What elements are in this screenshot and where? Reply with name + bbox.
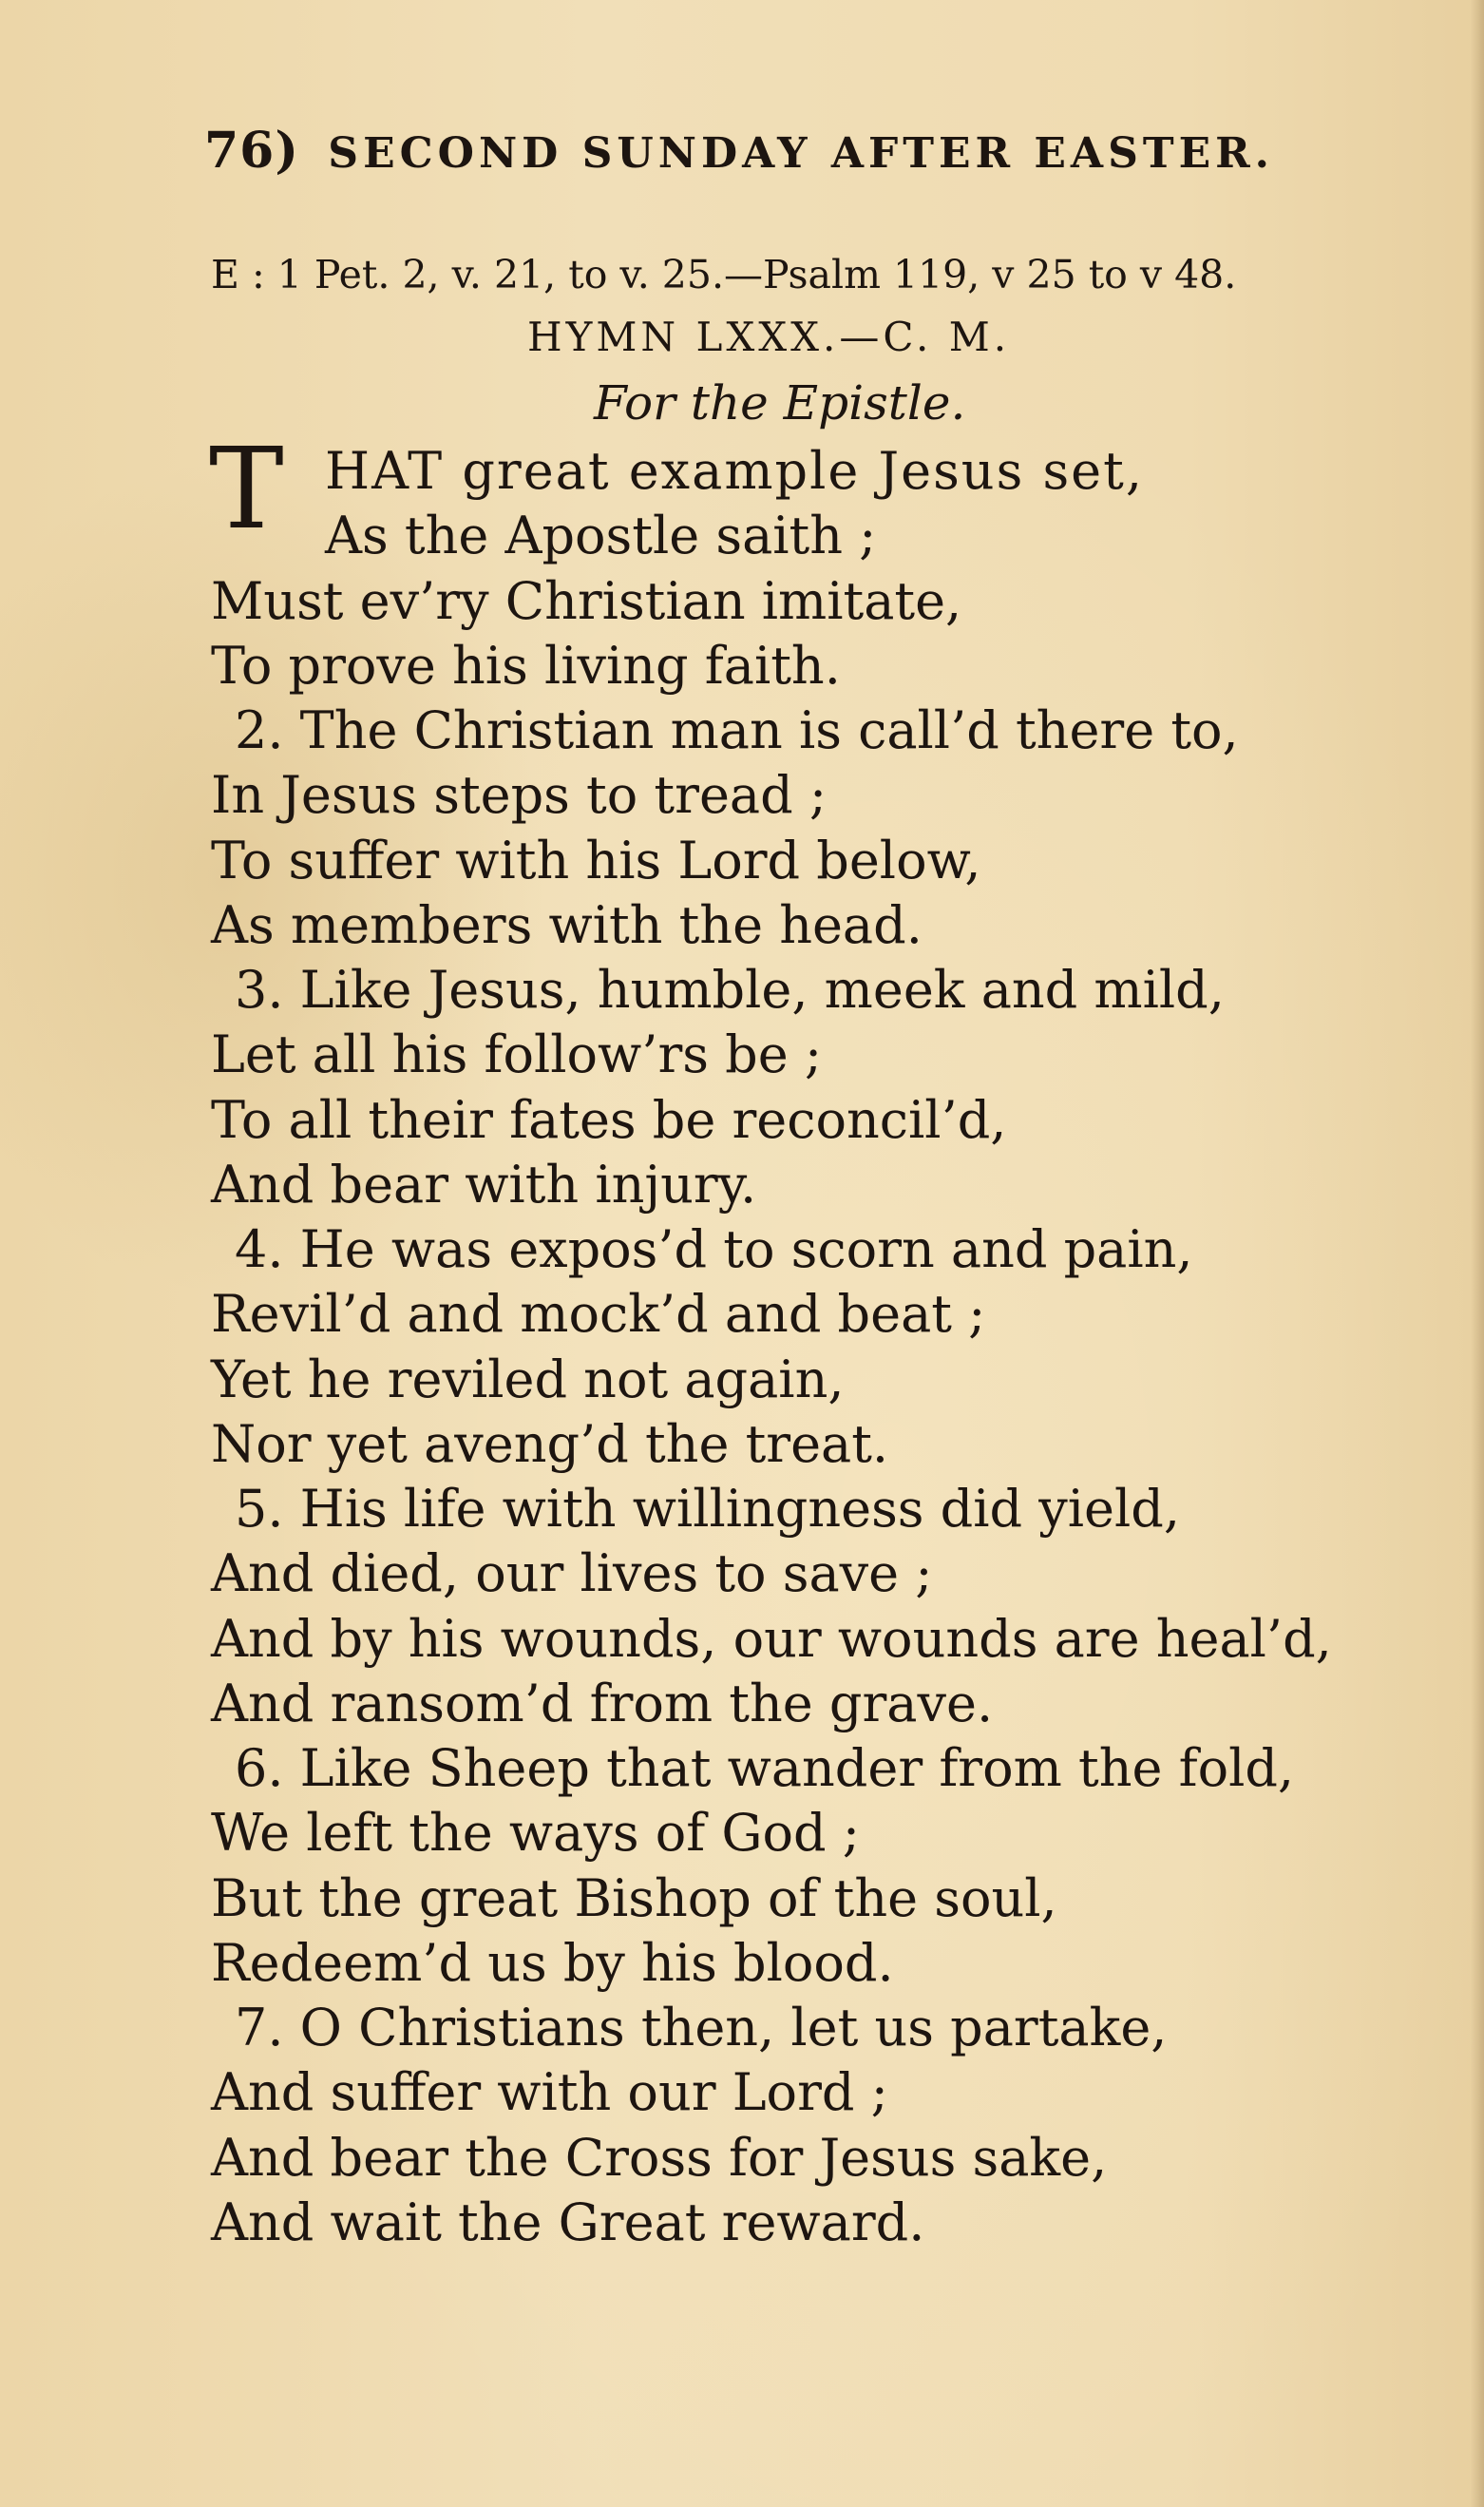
hymn-line: But the great Bishop of the soul, xyxy=(211,1867,1057,1928)
hymn-line: As members with the head. xyxy=(211,894,923,955)
hymn-line: To prove his living faith. xyxy=(211,635,841,696)
hymn-line: Must ev’ry Christian imitate, xyxy=(211,570,962,631)
hymn-subtitle: For the Epistle. xyxy=(594,375,966,431)
scripture-reference: E : 1 Pet. 2, v. 21, to v. 25.—Psalm 119, v 25 to v 48. xyxy=(211,252,1237,297)
hymn-line: And suffer with our Lord ; xyxy=(211,2062,888,2123)
hymn-line: Yet he reviled not again, xyxy=(211,1349,845,1409)
hymn-line: 4. He was expos’d to scorn and pain, xyxy=(235,1219,1193,1279)
hymn-line: 3. Like Jesus, humble, meek and mild, xyxy=(235,960,1225,1020)
hymn-line: In Jesus steps to tread ; xyxy=(211,765,828,826)
drop-cap: T xyxy=(209,423,284,554)
hymn-line: 6. Like Sheep that wander from the fold, xyxy=(235,1738,1295,1798)
page-number: 76) xyxy=(204,122,299,180)
hymn-line: Let all his follow’rs be ; xyxy=(211,1024,823,1085)
hymn-line: Nor yet aveng’d the treat. xyxy=(211,1413,889,1474)
hymn-line xyxy=(211,439,1446,504)
running-title: SECOND SUNDAY AFTER EASTER. xyxy=(328,129,1275,178)
hymn-line: To all their fates be reconcil’d, xyxy=(211,1089,1007,1150)
page-edge-shadow xyxy=(1471,0,1484,2507)
hymn-line: And died, our lives to save ; xyxy=(211,1543,933,1604)
hymn-line: We left the ways of God ; xyxy=(211,1803,860,1864)
hymn-line: And bear with injury. xyxy=(211,1154,757,1215)
hymn-line: To suffer with his Lord below, xyxy=(211,830,981,890)
hymn-text xyxy=(211,439,1446,2255)
hymn-line: And wait the Great reward. xyxy=(211,2191,925,2252)
hymn-line: And bear the Cross for Jesus sake, xyxy=(211,2127,1108,2188)
hymn-line: 7. O Christians then, let us partake, xyxy=(235,1998,1168,2057)
hymn-line: Redeem’d us by his blood. xyxy=(211,1932,894,1993)
hymn-line: Revil’d and mock’d and beat ; xyxy=(211,1284,986,1345)
hymn-line: As the Apostle saith ; xyxy=(325,506,877,566)
running-header xyxy=(204,122,1274,180)
hymn-line: 2. The Christian man is call’d there to, xyxy=(235,700,1239,760)
hymn-title: HYMN LXXX.—C. M. xyxy=(527,314,1011,360)
first-line-text: HAT great example Jesus set, xyxy=(325,441,1144,501)
hymn-line: 5. His life with willingness did yield, xyxy=(235,1479,1180,1539)
hymn-line: And ransom’d from the grave. xyxy=(211,1673,994,1733)
hymn-line: And by his wounds, our wounds are heal’d, xyxy=(211,1608,1332,1669)
